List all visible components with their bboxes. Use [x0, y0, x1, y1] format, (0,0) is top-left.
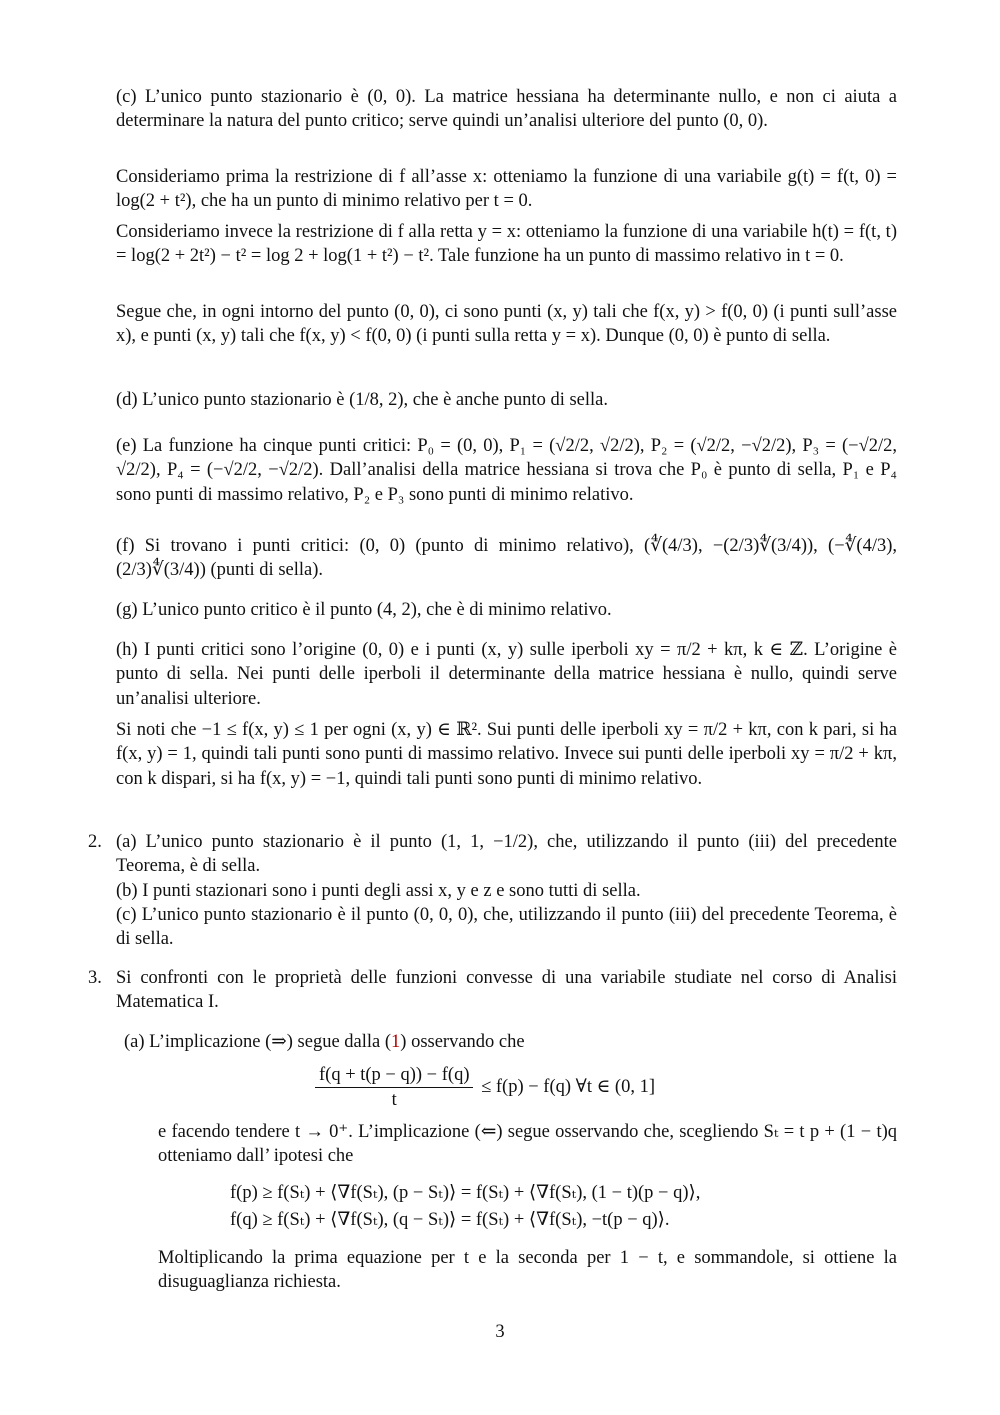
exercise-3a-continuation: e facendo tendere t → 0⁺. L’implicazione (⇐) segue osservando che, scegliendo Sₜ = t p + (1 − t)q otteniamo dall’ ipotesi che [158, 1122, 897, 1167]
item-g: (g) L’unico punto critico è il punto (4, 2), che è di minimo relativo. [116, 600, 612, 620]
equation-reference-link[interactable]: 1 [391, 1032, 401, 1052]
difference-quotient-inequality [312, 1063, 655, 1112]
item-c-intro: (c) L’unico punto stazionario è (0, 0). La matrice hessiana ha determinante nullo, e non ci aiuta a determinare la natura del punto critico; serve quindi un’analisi ulteriore del punto (0, 0). [116, 87, 897, 132]
item-c-conclusion: Segue che, in ogni intorno del punto (0, 0), ci sono punti (x, y) tali che f(x, y) > f(0, 0) (i punti sull’asse x), e punti (x, y) tali che f(x, y) < f(0, 0) (i punti sulla retta y = x). Dunque (0, 0) è punto di sella. [116, 302, 897, 347]
exercise-3a-intro [124, 1030, 897, 1054]
difference-quotient-rhs: ≤ f(p) − f(q) ∀t ∈ (0, 1] [481, 1076, 655, 1097]
item-f: (f) Si trovano i punti critici: (0, 0) (punto di minimo relativo), (∜(4/3), −(2/3)∜(3/4)), (−∜(4/3), (2/3)∜(3/4)) (punti di sella). [116, 536, 897, 581]
page-number: 3 [495, 1322, 505, 1342]
item-h-analysis: Si noti che −1 ≤ f(x, y) ≤ 1 per ogni (x, y) ∈ ℝ². Sui punti delle iperboli xy = π/2 + kπ, con k pari, si ha f(x, y) = 1, quindi tali punti sono punti di massimo relativo. Invece sui punti delle iperboli xy = π/2 + kπ, con k dispari, si ha f(x, y) = −1, quindi tali punti sono punti di minimo relativo. [116, 720, 897, 789]
difference-quotient-numerator: f(q + t(p − q)) − f(q) [315, 1063, 473, 1088]
exercise-3a-text-before: (a) L’implicazione (⇒) segue dalla ( [124, 1032, 392, 1052]
equation-second-inequality: f(q) ≥ f(Sₜ) + ⟨∇f(Sₜ), (q − Sₜ)⟩ = f(Sₜ) + ⟨∇f(Sₜ), −t(p − q)⟩. [230, 1210, 670, 1230]
item-c-restriction-diagonal: Consideriamo invece la restrizione di f alla retta y = x: otteniamo la funzione di una variabile h(t) = f(t, t) = log(2 + 2t²) − t² = log 2 + log(1 + t²) − t². Tale funzione ha un punto di massimo relativo in t = 0. [116, 222, 897, 267]
difference-quotient-denominator: t [391, 1090, 397, 1110]
equation-first-inequality: f(p) ≥ f(Sₜ) + ⟨∇f(Sₜ), (p − Sₜ)⟩ = f(Sₜ) + ⟨∇f(Sₜ), (1 − t)(p − q)⟩, [230, 1183, 701, 1203]
item-h-intro: (h) I punti critici sono l’origine (0, 0) e i punti (x, y) sulle iperboli xy = π/2 + kπ, k ∈ ℤ. L’origine è punto di sella. Nei punti delle iperboli il determinante della matrice hessiana è nullo, quindi serve un’analisi ulteriore. [116, 640, 897, 709]
item-d: (d) L’unico punto stazionario è (1/8, 2), che è anche punto di sella. [116, 390, 608, 410]
exercise-2a: (a) L’unico punto stazionario è il punto (1, 1, −1/2), che, utilizzando il punto (iii) del precedente Teorema, è di sella. [116, 832, 897, 877]
item-c-restriction-x: Consideriamo prima la restrizione di f all’asse x: otteniamo la funzione di una variabile g(t) = f(t, 0) = log(2 + t²), che ha un punto di minimo relativo per t = 0. [116, 167, 897, 212]
item-e: (e) La funzione ha cinque punti critici: P₀ = (0, 0), P₁ = (√2/2, √2/2), P₂ = (√2/2, −√2/2), P₃ = (−√2/2, √2/2), P₄ = (−√2/2, −√2/2). Dall’analisi della matrice hessiana si trova che P₀ è punto di sella, P₁ e P₄ sono punti di massimo relativo, P₂ e P₃ sono punti di minimo relativo. [116, 436, 897, 505]
exercise-2c: (c) L’unico punto stazionario è il punto (0, 0, 0), che, utilizzando il punto (iii) del precedente Teorema, è di sella. [116, 905, 897, 950]
difference-quotient [315, 1063, 473, 1112]
exercise-3a-conclusion: Moltiplicando la prima equazione per t e la seconda per 1 − t, e sommandole, si ottiene la disuguaglianza richiesta. [158, 1248, 897, 1293]
exercise-2-number: 2. [88, 832, 102, 852]
exercise-2b: (b) I punti stazionari sono i punti degli assi x, y e z e sono tutti di sella. [116, 881, 641, 901]
exercise-3a-text-after: ) osservando che [400, 1032, 525, 1052]
exercise-3-number: 3. [88, 968, 102, 988]
exercise-3-intro: Si confronti con le proprietà delle funzioni convesse di una variabile studiate nel corso di Analisi Matematica I. [116, 968, 897, 1013]
